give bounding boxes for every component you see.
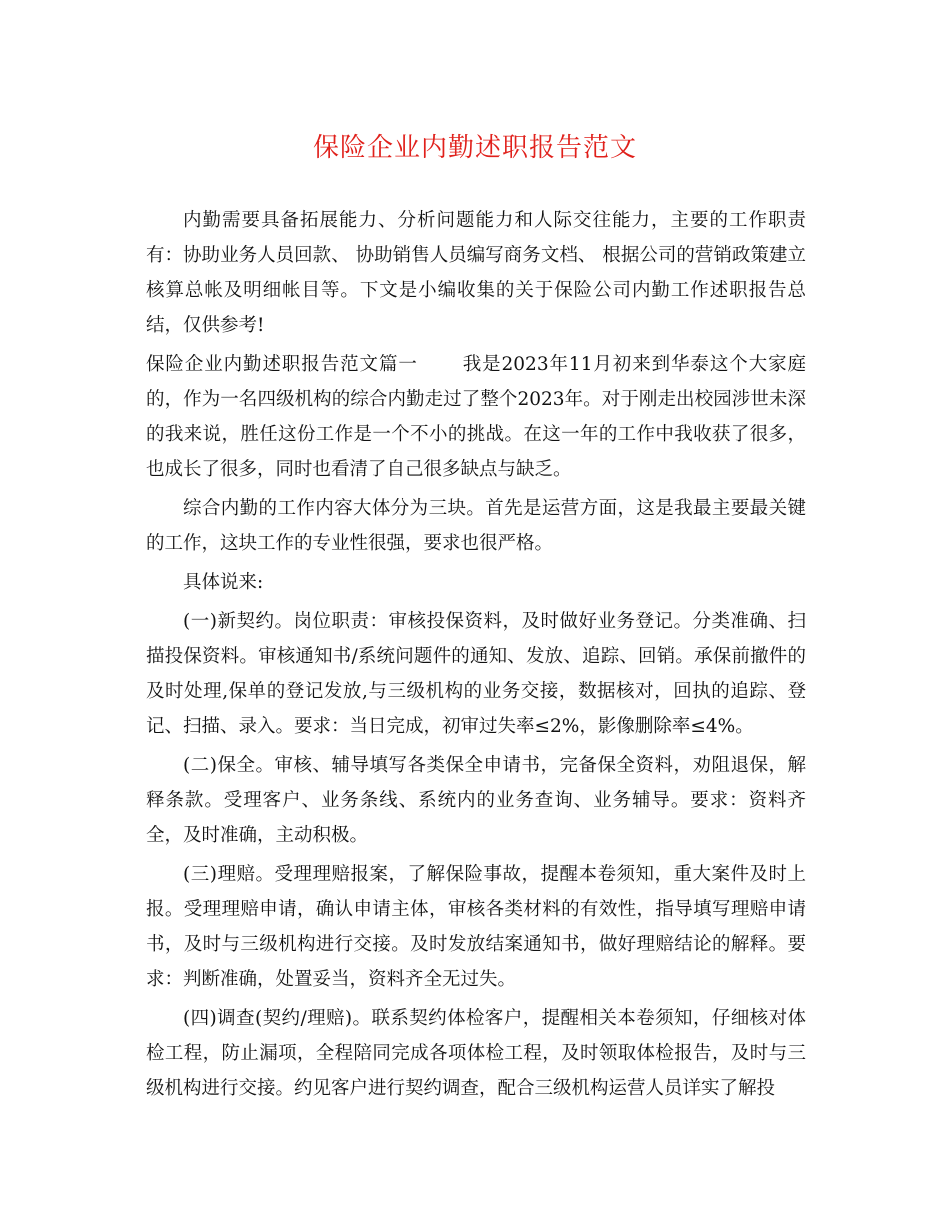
body-paragraph: (四)调查(契约/理赔)。联系契约体检客户，提醒相关本卷须知，仔细核对体检工程，防止漏项，全程陪同完成各项体检工程，及时领取体检报告，及时与三级机构进行交接。约见客户进行契约调查，配合三级机构运营人员详实了解投 xyxy=(146,1008,806,1099)
body-paragraph: 具体说来: xyxy=(183,572,264,593)
document-body xyxy=(146,203,806,1110)
intro-paragraph: 内勤需要具备拓展能力、分析问题能力和人际交往能力，主要的工作职责有：协助业务人员回款、 协助销售人员编写商务文档、 根据公司的营销政策建立核算总帐及明细帐目等。下文是小编收集的关于保险公司内勤工作述职报告总结，仅供参考! xyxy=(146,210,806,336)
body-paragraph: 综合内勤的工作内容大体分为三块。首先是运营方面，这是我最主要最关键的工作，这块工作的专业性很强，要求也很严格。 xyxy=(146,498,806,554)
body-paragraph: (一)新契约。岗位职责：审核投保资料，及时做好业务登记。分类准确、扫描投保资料。审核通知书/系统问题件的通知、发放、追踪、回销。承保前撤件的及时处理,保单的登记发放,与三级机构的业务交接，数据核对，回执的追踪、登记、扫描、录入。要求：当日完成，初审过失率≤2%，影像删除率≤4%。 xyxy=(146,611,806,737)
page-title: 保险企业内勤述职报告范文 xyxy=(312,133,637,163)
body-paragraph: (二)保全。审核、辅导填写各类保全申请书，完备保全资料，劝阻退保，解释条款。受理客户、业务条线、系统内的业务查询、业务辅导。要求：资料齐全，及时准确，主动积极。 xyxy=(146,755,806,846)
section-heading: 保险企业内勤述职报告范文篇一 xyxy=(146,354,418,375)
section-first-paragraph: 我是2023年11月初来到华泰这个大家庭的，作为一名四级机构的综合内勤走过了整个2023年。对于刚走出校园涉世未深的我来说，胜任这份工作是一个不小的挑战。在这一年的工作中我收获了很多，也成长了很多，同时也看清了自己很多缺点与缺乏。 xyxy=(146,354,806,480)
section-opening-paragraph xyxy=(146,347,806,487)
body-paragraph: (三)理赔。受理理赔报案，了解保险事故，提醒本卷须知，重大案件及时上报。受理理赔申请，确认申请主体，审核各类材料的有效性，指导填写理赔申请书，及时与三级机构进行交接。及时发放结案通知书，做好理赔结论的解释。要求：判断准确，处置妥当，资料齐全无过失。 xyxy=(146,864,806,990)
